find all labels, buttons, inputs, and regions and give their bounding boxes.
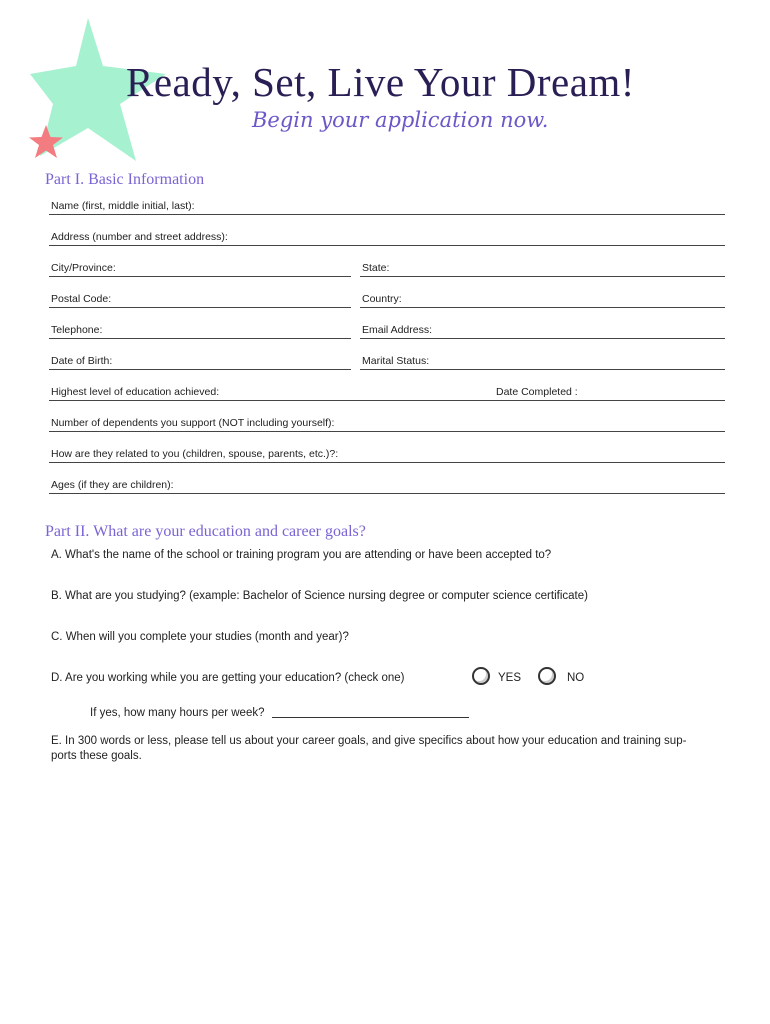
postal-code-label: Postal Code: (51, 293, 112, 305)
question-d: D. Are you working while you are getting your education? (check one) (51, 672, 405, 684)
question-e: E. In 300 words or less, please tell us about your career goals, and give specifics about how your education and training sup-ports these goals. (51, 735, 687, 762)
page-subtitle: Begin your application now. (252, 108, 549, 132)
yes-label: YES (498, 672, 522, 684)
name-field[interactable] (49, 198, 725, 215)
no-label: NO (567, 672, 585, 684)
no-radio[interactable] (538, 667, 556, 685)
relationship-field[interactable] (49, 446, 725, 463)
dependents-label: Number of dependents you support (NOT including yourself): (51, 417, 335, 429)
hours-label: If yes, how many hours per week? (90, 707, 265, 719)
ages-label: Ages (if they are children): (51, 479, 174, 491)
marital-status-field[interactable] (360, 353, 725, 370)
city-field[interactable] (49, 260, 351, 277)
date-completed-label: Date Completed : (496, 386, 578, 398)
date-completed-field[interactable] (494, 384, 725, 401)
hours-field[interactable] (272, 717, 469, 718)
dob-label: Date of Birth: (51, 355, 113, 367)
state-field[interactable] (360, 260, 725, 277)
education-field[interactable] (49, 384, 494, 401)
part2-heading: Part II. What are your education and career goals? (45, 523, 366, 540)
yes-radio[interactable] (472, 667, 490, 685)
question-a: A. What's the name of the school or training program you are attending or have been accepted to? (51, 549, 552, 561)
country-label: Country: (362, 293, 402, 305)
dependents-field[interactable] (49, 415, 725, 432)
state-label: State: (362, 262, 390, 274)
telephone-label: Telephone: (51, 324, 103, 336)
name-label: Name (first, middle initial, last): (51, 200, 195, 212)
ages-field[interactable] (49, 477, 725, 494)
email-label: Email Address: (362, 324, 433, 336)
relationship-label: How are they related to you (children, spouse, parents, etc.)?: (51, 448, 339, 460)
dob-field[interactable] (49, 353, 351, 370)
postal-code-field[interactable] (49, 291, 351, 308)
telephone-field[interactable] (49, 322, 351, 339)
part1-heading: Part I. Basic Information (45, 171, 205, 188)
address-field[interactable] (49, 229, 725, 246)
question-c: C. When will you complete your studies (month and year)? (51, 631, 349, 643)
marital-status-label: Marital Status: (362, 355, 430, 367)
email-field[interactable] (360, 322, 725, 339)
question-b: B. What are you studying? (example: Bachelor of Science nursing degree or computer science certificate) (51, 590, 588, 602)
city-label: City/Province: (51, 262, 116, 274)
education-label: Highest level of education achieved: (51, 386, 220, 398)
country-field[interactable] (360, 291, 725, 308)
page-title: Ready, Set, Live Your Dream! (126, 59, 635, 105)
address-label: Address (number and street address): (51, 231, 228, 243)
pink-star-decoration (28, 124, 64, 160)
